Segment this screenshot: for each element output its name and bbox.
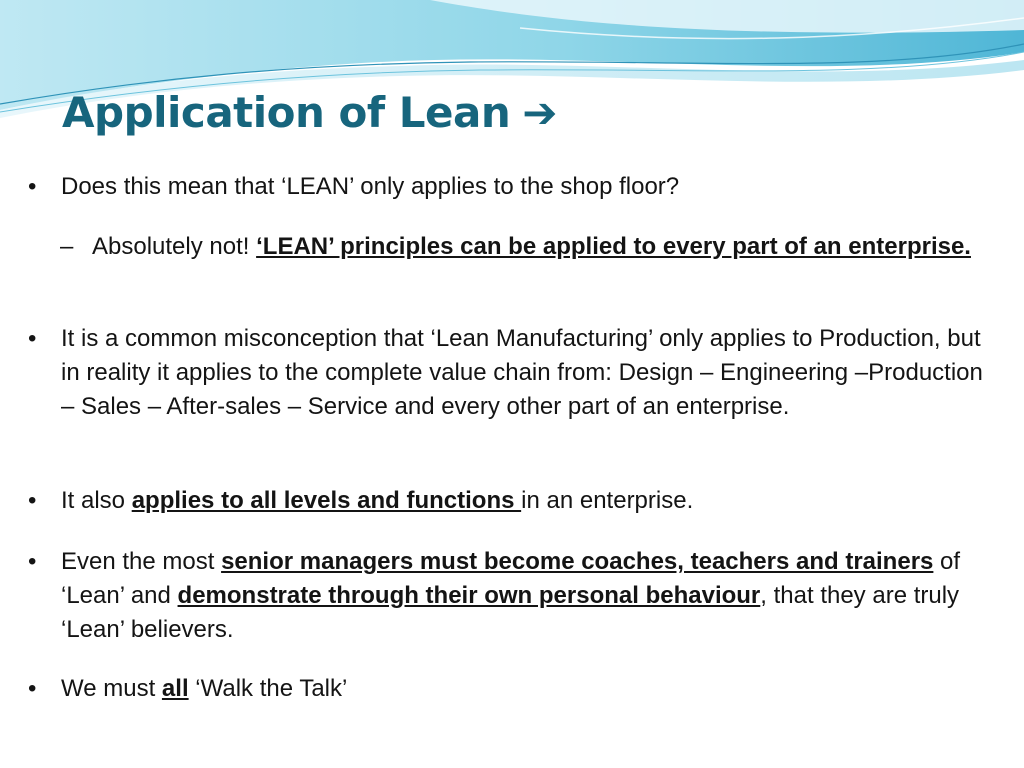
plain-text: Even the most: [61, 548, 222, 575]
plain-text: in an enterprise.: [521, 487, 694, 514]
bullet-walk-the-talk: [28, 672, 988, 706]
bullet-dot-icon: •: [28, 325, 37, 352]
plain-text: , that they are truly ‘Lean’ believers.: [61, 582, 960, 643]
bullet-text: [61, 484, 988, 518]
right-arrow-icon: ➔: [522, 88, 557, 137]
bullet-senior-managers: [28, 545, 988, 647]
bullet-dot-icon: •: [28, 675, 37, 702]
dash-icon: –: [60, 233, 74, 260]
emphasis-text: applies to all levels and functions: [131, 487, 522, 514]
bullet-text: [61, 672, 988, 706]
sub-bullet-text: [92, 230, 990, 264]
emphasis-text: senior managers must become coaches, teachers and trainers: [221, 548, 934, 575]
emphasis-text: demonstrate through their own personal behaviour: [177, 582, 761, 609]
slide-title: [62, 88, 557, 138]
sub-bullet-absolutely-not: [60, 230, 990, 264]
bullet-text: [61, 545, 988, 647]
plain-text: It also: [61, 487, 132, 514]
slide-title-text: Application of Lean: [62, 88, 511, 137]
bullet-dot-icon: •: [28, 487, 37, 514]
plain-text: of ‘Lean’ and: [61, 548, 961, 609]
bullet-dot-icon: •: [28, 173, 37, 200]
bullet-text: It is a common misconception that ‘Lean Manufacturing’ only applies to Production, but in reality it applies to the complete value chain from: Design – Engineering –Production – Sales – After-sales – Service and every other part of an enterprise.: [61, 325, 983, 420]
bullet-text: Does this mean that ‘LEAN’ only applies to the shop floor?: [61, 173, 680, 200]
plain-text: Absolutely not!: [92, 233, 257, 260]
plain-text: We must: [61, 675, 162, 702]
bullet-dot-icon: •: [28, 548, 37, 575]
bullet-all-levels: [28, 484, 988, 518]
plain-text: ‘Walk the Talk’: [188, 675, 348, 702]
emphasis-text: ‘LEAN’ principles can be applied to every part of an enterprise.: [256, 233, 971, 260]
emphasis-text: all: [161, 675, 189, 702]
bullet-shop-floor: [28, 170, 988, 204]
bullet-misconception: [28, 322, 988, 424]
